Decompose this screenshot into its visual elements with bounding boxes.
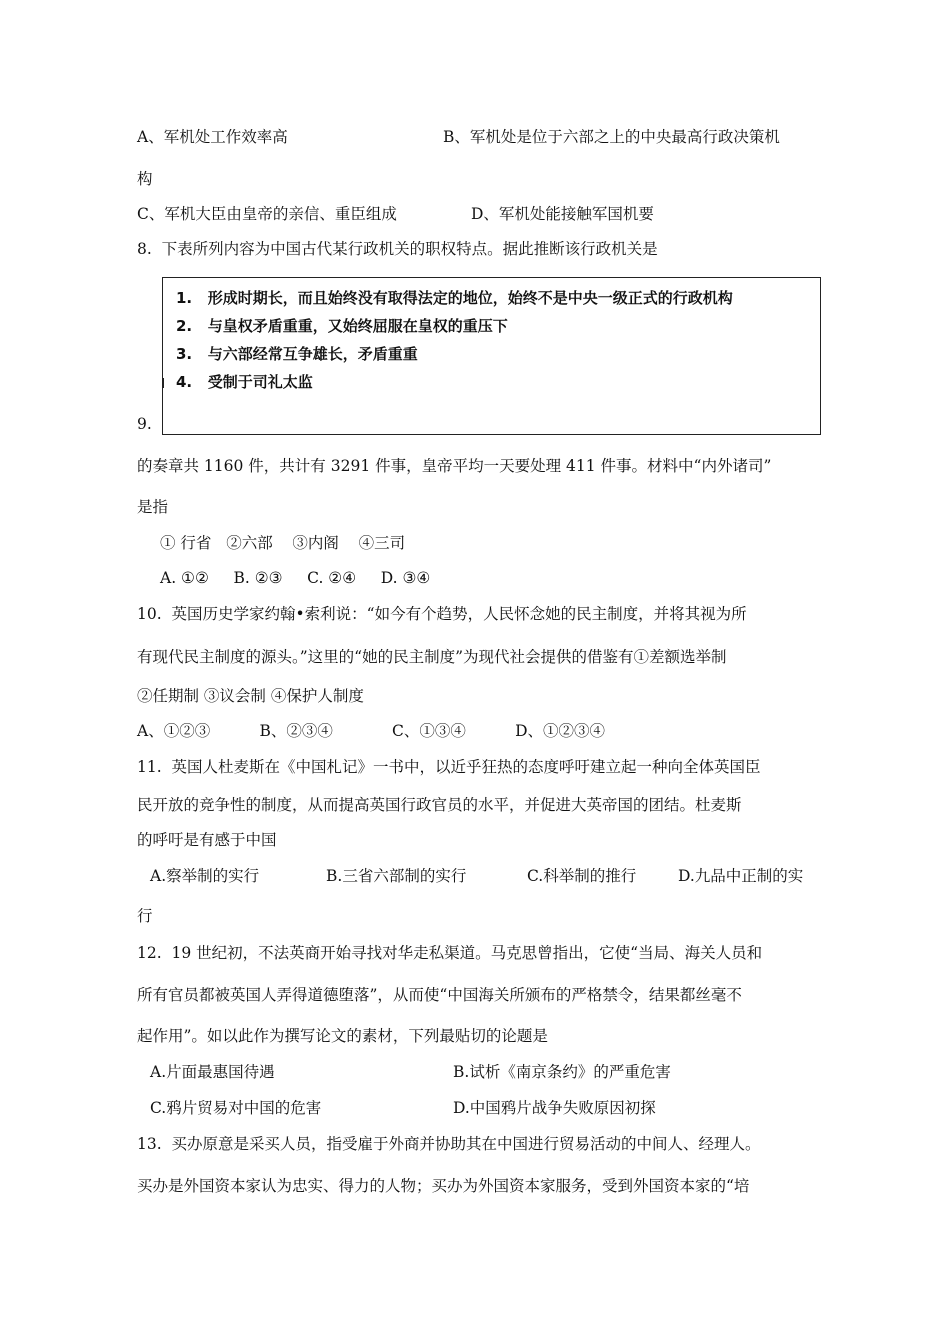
q9-line-1: 的奏章共 1160 件，共计有 3291 件事，皇帝平均一天要处理 411 件事。材料中“内外诸司”: [137, 457, 772, 475]
q9-items: ① 行省 ②六部 ③内阁 ④三司: [160, 534, 406, 552]
q11-line-3: 的呼吁是有感于中国: [137, 831, 277, 849]
q12-line-2: 所有官员都被英国人弄得道德堕落”，从而使“中国海关所颁布的严格禁令，结果都丝毫不: [137, 986, 742, 1004]
q10-line-2: 有现代民主制度的源头。”这里的“她的民主制度”为现代社会提供的借鉴有①差额选举制: [137, 648, 727, 666]
q11-line-1: 11. 英国人杜麦斯在《中国札记》一书中，以近乎狂热的态度呼吁建立起一种向全体英国臣: [137, 758, 761, 776]
q8-stem: 8. 下表所列内容为中国古代某行政机关的职权特点。据此推断该行政机关是: [137, 240, 658, 258]
q11-option-b: B.三省六部制的实行: [326, 867, 467, 885]
q8-table-row-2: 2. 与皇权矛盾重重，又始终屈服在皇权的重压下: [176, 317, 508, 335]
q8-table-row-3: 3. 与六部经常互争雄长，矛盾重重: [176, 345, 418, 363]
q13-line-1: 13. 买办原意是采买人员，指受雇于外商并协助其在中国进行贸易活动的中间人、经理人。: [137, 1135, 761, 1153]
q10-line-3: ②任期制 ③议会制 ④保护人制度: [137, 687, 364, 705]
q9-number: 9.: [137, 415, 152, 433]
q7-option-c: C、军机大臣由皇帝的亲信、重臣组成: [137, 205, 397, 223]
q11-option-c: C.科举制的推行: [527, 867, 637, 885]
q11-option-d: D.九品中正制的实: [678, 867, 804, 885]
q12-option-d: D.中国鸦片战争失败原因初探: [453, 1099, 656, 1117]
q8-table-row-1: 1. 形成时期长，而且始终没有取得法定的地位，始终不是中央一级正式的行政机构: [176, 289, 733, 307]
q9-options: A. ①② B. ②③ C. ②④ D. ③④: [160, 569, 431, 587]
q11-option-d-continued: 行: [137, 907, 153, 925]
q7-option-b: B、军机处是位于六部之上的中央最高行政决策机: [443, 128, 780, 146]
q7-option-b-continued: 构: [137, 170, 153, 188]
q9-line-2: 是指: [137, 498, 169, 516]
q12-line-1: 12. 19 世纪初，不法英商开始寻找对华走私渠道。马克思曾指出，它使“当局、海关人员和: [137, 944, 763, 962]
q12-option-c: C.鸦片贸易对中国的危害: [150, 1099, 322, 1117]
q8-table-row-4: 4. 受制于司礼太监: [176, 373, 313, 391]
q10-line-1: 10. 英国历史学家约翰•索利说：“如今有个趋势，人民怀念她的民主制度，并将其视为所: [137, 605, 747, 623]
q12-line-3: 起作用”。如以此作为撰写论文的素材，下列最贴切的论题是: [137, 1027, 548, 1045]
q12-option-a: A.片面最惠国待遇: [150, 1063, 275, 1081]
q12-option-b: B.试析《南京条约》的严重危害: [453, 1063, 671, 1081]
q8-table-tick: [162, 378, 164, 388]
q10-options: A、①②③ B、②③④ C、①③④ D、①②③④: [137, 722, 606, 740]
q11-line-2: 民开放的竞争性的制度，从而提高英国行政官员的水平，并促进大英帝国的团结。杜麦斯: [137, 796, 742, 814]
q7-option-a: A、军机处工作效率高: [137, 128, 288, 146]
q7-option-d: D、军机处能接触军国机要: [471, 205, 654, 223]
q11-option-a: A.察举制的实行: [150, 867, 260, 885]
q13-line-2: 买办是外国资本家认为忠实、得力的人物；买办为外国资本家服务，受到外国资本家的“培: [137, 1177, 750, 1195]
